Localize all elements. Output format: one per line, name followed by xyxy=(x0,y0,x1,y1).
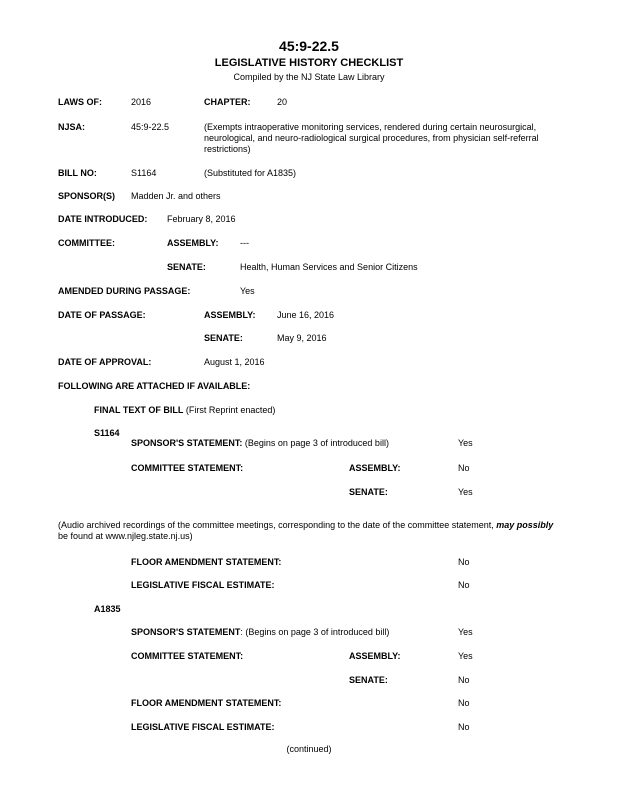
committee-label: COMMITTEE: xyxy=(58,238,115,248)
passage-senate-label: SENATE: xyxy=(204,333,243,343)
committee-assembly-value: --- xyxy=(240,238,249,248)
final-text-label: FINAL TEXT OF BILL xyxy=(94,405,184,415)
passage-assembly-value: June 16, 2016 xyxy=(277,310,335,320)
s1164-floor-amendment-label: FLOOR AMENDMENT STATEMENT: xyxy=(131,557,282,567)
committee-assembly-label: ASSEMBLY: xyxy=(167,238,219,248)
continued-footer: (continued) xyxy=(286,744,332,754)
date-of-approval-value: August 1, 2016 xyxy=(204,357,265,367)
s1164-sponsor-statement-value: Yes xyxy=(458,438,473,448)
final-text-row xyxy=(94,405,275,415)
s1164-sponsor-statement-label: SPONSOR'S STATEMENT: xyxy=(131,438,243,448)
passage-senate-value: May 9, 2016 xyxy=(277,333,327,343)
s1164-fiscal-estimate-value: No xyxy=(458,580,470,590)
a1835-sponsor-statement-label: SPONSOR'S STATEMENT xyxy=(131,627,241,637)
njsa-label: NJSA: xyxy=(58,122,86,132)
bill-no-note: (Substituted for A1835) xyxy=(204,168,297,178)
njsa-description-line2: neurological, and neuro-radiological surgical procedures, from physician self-referral xyxy=(204,133,539,143)
njsa-description-line3: restrictions) xyxy=(204,144,251,154)
compiled-by: Compiled by the NJ State Law Library xyxy=(233,72,385,82)
a1835-heading: A1835 xyxy=(94,604,121,614)
date-introduced-value: February 8, 2016 xyxy=(167,214,236,224)
committee-senate-label: SENATE: xyxy=(167,262,206,272)
amended-label: AMENDED DURING PASSAGE: xyxy=(58,286,191,296)
a1835-fiscal-estimate-value: No xyxy=(458,722,470,732)
sponsors-label: SPONSOR(S) xyxy=(58,191,116,201)
bill-no-value: S1164 xyxy=(131,168,157,178)
audio-note-part2: be found at www.njleg.state.nj.us) xyxy=(58,531,193,541)
a1835-assembly-value: Yes xyxy=(458,651,473,661)
a1835-sponsor-statement-note: : (Begins on page 3 of introduced bill) xyxy=(240,627,390,637)
a1835-senate-label: SENATE: xyxy=(349,675,388,685)
bill-no-label: BILL NO: xyxy=(58,168,97,178)
date-of-passage-label: DATE OF PASSAGE: xyxy=(58,310,146,320)
s1164-assembly-value: No xyxy=(458,463,470,473)
a1835-floor-amendment-value: No xyxy=(458,698,470,708)
laws-of-value: 2016 xyxy=(131,97,152,107)
chapter-value: 20 xyxy=(277,97,288,107)
a1835-floor-amendment-label: FLOOR AMENDMENT STATEMENT: xyxy=(131,698,282,708)
chapter-label: CHAPTER: xyxy=(204,97,251,107)
s1164-assembly-label: ASSEMBLY: xyxy=(349,463,401,473)
s1164-floor-amendment-value: No xyxy=(458,557,470,567)
passage-assembly-label: ASSEMBLY: xyxy=(204,310,256,320)
statute-title: 45:9-22.5 xyxy=(279,38,339,54)
s1164-sponsor-statement xyxy=(131,438,389,448)
date-introduced-label: DATE INTRODUCED: xyxy=(58,214,148,224)
amended-value: Yes xyxy=(240,286,255,296)
sponsors-value: Madden Jr. and others xyxy=(131,191,221,201)
s1164-senate-value: Yes xyxy=(458,487,473,497)
s1164-senate-label: SENATE: xyxy=(349,487,388,497)
date-of-approval-label: DATE OF APPROVAL: xyxy=(58,357,152,367)
s1164-committee-statement-label: COMMITTEE STATEMENT: xyxy=(131,463,244,473)
audio-note-emphasis: may possibly xyxy=(496,520,554,530)
laws-of-label: LAWS OF: xyxy=(58,97,102,107)
njsa-description-line1: (Exempts intraoperative monitoring services, rendered during certain neurosurgical, xyxy=(204,122,537,132)
a1835-fiscal-estimate-label: LEGISLATIVE FISCAL ESTIMATE: xyxy=(131,722,275,732)
committee-senate-value: Health, Human Services and Senior Citizens xyxy=(240,262,418,272)
attached-heading: FOLLOWING ARE ATTACHED IF AVAILABLE: xyxy=(58,381,251,391)
a1835-committee-statement-label: COMMITTEE STATEMENT: xyxy=(131,651,244,661)
audio-note-line1 xyxy=(58,520,553,530)
a1835-sponsor-statement xyxy=(131,627,389,637)
s1164-fiscal-estimate-label: LEGISLATIVE FISCAL ESTIMATE: xyxy=(131,580,275,590)
s1164-heading: S1164 xyxy=(94,428,120,438)
njsa-value: 45:9-22.5 xyxy=(131,122,170,132)
s1164-sponsor-statement-note: (Begins on page 3 of introduced bill) xyxy=(244,438,389,448)
audio-note-part1: (Audio archived recordings of the committee meetings, corresponding to the date of the committee statement, xyxy=(58,520,494,530)
final-text-note: (First Reprint enacted) xyxy=(185,405,276,415)
checklist-title: LEGISLATIVE HISTORY CHECKLIST xyxy=(214,57,404,69)
a1835-sponsor-statement-value: Yes xyxy=(458,627,473,637)
a1835-assembly-label: ASSEMBLY: xyxy=(349,651,401,661)
a1835-senate-value: No xyxy=(458,675,470,685)
